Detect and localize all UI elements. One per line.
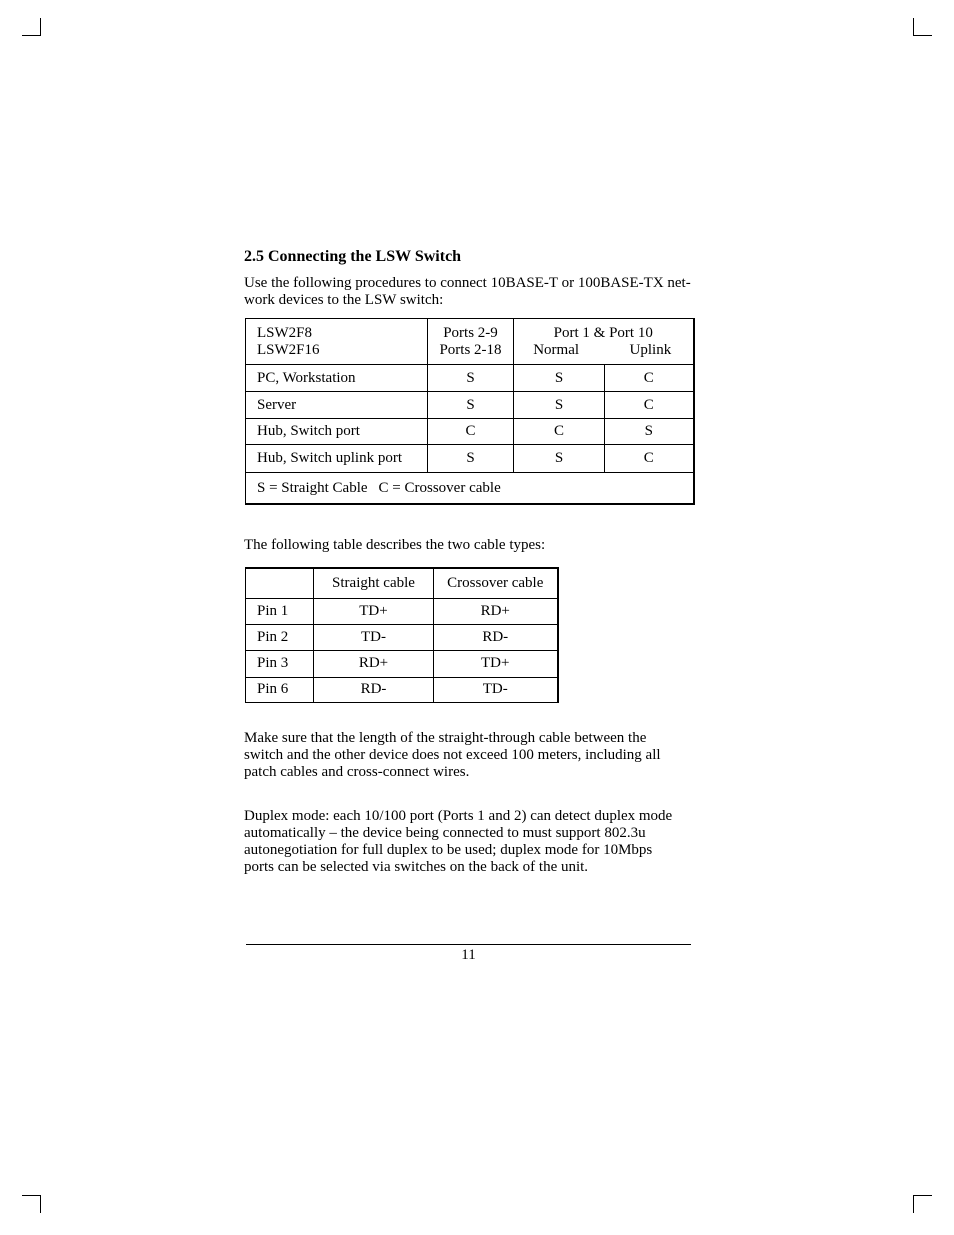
crop-mark-bottom-right xyxy=(913,1195,932,1213)
device-cell: PC, Workstation xyxy=(246,365,428,392)
crossover-cell: TD+ xyxy=(434,650,558,677)
pin-cell: Pin 3 xyxy=(246,650,314,677)
straight-cell: RD- xyxy=(314,677,434,702)
ports-cell: S xyxy=(428,365,514,392)
duplex-note-line: autonegotiation for full duplex to be used; duplex mode for 10Mbps xyxy=(244,842,653,858)
cable-types-table xyxy=(245,567,559,703)
table-row xyxy=(246,650,558,677)
empty-header-cell xyxy=(246,568,314,598)
legend-row xyxy=(246,473,694,504)
length-note-line: switch and the other device does not exceed 100 meters, including all xyxy=(244,747,661,763)
straight-cell: TD- xyxy=(314,624,434,650)
straight-cell: RD+ xyxy=(314,650,434,677)
port-group-header-cell xyxy=(514,319,694,365)
crop-mark-bottom-left xyxy=(22,1195,41,1213)
uplink-cell: C xyxy=(605,445,694,473)
duplex-note-line: Duplex mode: each 10/100 port (Ports 1 and 2) can detect duplex mode xyxy=(244,808,673,824)
device-cell: Server xyxy=(246,392,428,419)
duplex-note-line: automatically – the device being connected to must support 802.3u xyxy=(244,825,646,841)
crossover-cell: TD- xyxy=(434,677,558,702)
footer-rule xyxy=(246,944,691,945)
uplink-subheader: Uplink xyxy=(629,341,672,358)
connection-table xyxy=(245,318,695,505)
duplex-note-paragraph xyxy=(244,808,672,876)
device-cell: Hub, Switch uplink port xyxy=(246,445,428,473)
intro-line: work devices to the LSW switch: xyxy=(244,292,444,308)
crossover-header: Crossover cable xyxy=(434,568,558,598)
pin-cell: Pin 6 xyxy=(246,677,314,702)
table-row xyxy=(246,677,558,702)
crossover-cell: RD- xyxy=(434,624,558,650)
cable-table-header-row xyxy=(246,568,558,598)
table-row xyxy=(246,419,694,445)
ports-label: Ports 2-18 xyxy=(439,341,502,358)
connection-table-header-row xyxy=(246,319,694,365)
legend-straight: S = Straight Cable xyxy=(257,479,368,496)
port-group-title: Port 1 & Port 10 xyxy=(553,324,653,341)
intro-line: Use the following procedures to connect 10BASE-T or 100BASE-TX net- xyxy=(244,275,691,291)
table-row xyxy=(246,365,694,392)
duplex-note-line: ports can be selected via switches on the back of the unit. xyxy=(244,859,589,875)
uplink-cell: C xyxy=(605,365,694,392)
ports-cell: C xyxy=(428,419,514,445)
legend-cell xyxy=(246,473,694,504)
straight-header: Straight cable xyxy=(314,568,434,598)
normal-cell: S xyxy=(514,445,605,473)
port-group-subheaders xyxy=(514,342,693,359)
section-heading: 2.5 Connecting the LSW Switch xyxy=(244,248,462,265)
normal-cell: S xyxy=(514,392,605,419)
models-header-cell xyxy=(246,319,428,365)
pin-cell: Pin 1 xyxy=(246,598,314,624)
table-row xyxy=(246,624,558,650)
straight-cell: TD+ xyxy=(314,598,434,624)
crop-mark-top-left xyxy=(22,18,41,36)
length-note-line: patch cables and cross-connect wires. xyxy=(244,764,470,780)
table-row xyxy=(246,392,694,419)
ports-label: Ports 2-9 xyxy=(443,324,498,341)
ports-header-cell xyxy=(428,319,514,365)
ports-cell: S xyxy=(428,445,514,473)
device-cell: Hub, Switch port xyxy=(246,419,428,445)
intro-paragraph xyxy=(244,275,691,309)
crop-mark-top-right xyxy=(913,18,932,36)
uplink-cell: S xyxy=(605,419,694,445)
model-label: LSW2F8 xyxy=(257,324,313,341)
length-note-line: Make sure that the length of the straight-through cable between the xyxy=(244,730,647,746)
ports-cell: S xyxy=(428,392,514,419)
legend-crossover: C = Crossover cable xyxy=(378,479,501,496)
cable-intro: The following table describes the two cable types: xyxy=(244,537,546,553)
normal-cell: C xyxy=(514,419,605,445)
page-number: 11 xyxy=(461,947,476,963)
table-row xyxy=(246,598,558,624)
length-note-paragraph xyxy=(244,730,661,781)
pin-cell: Pin 2 xyxy=(246,624,314,650)
normal-subheader: Normal xyxy=(533,341,580,358)
table-row xyxy=(246,445,694,473)
model-label: LSW2F16 xyxy=(257,341,320,358)
crossover-cell: RD+ xyxy=(434,598,558,624)
uplink-cell: C xyxy=(605,392,694,419)
normal-cell: S xyxy=(514,365,605,392)
